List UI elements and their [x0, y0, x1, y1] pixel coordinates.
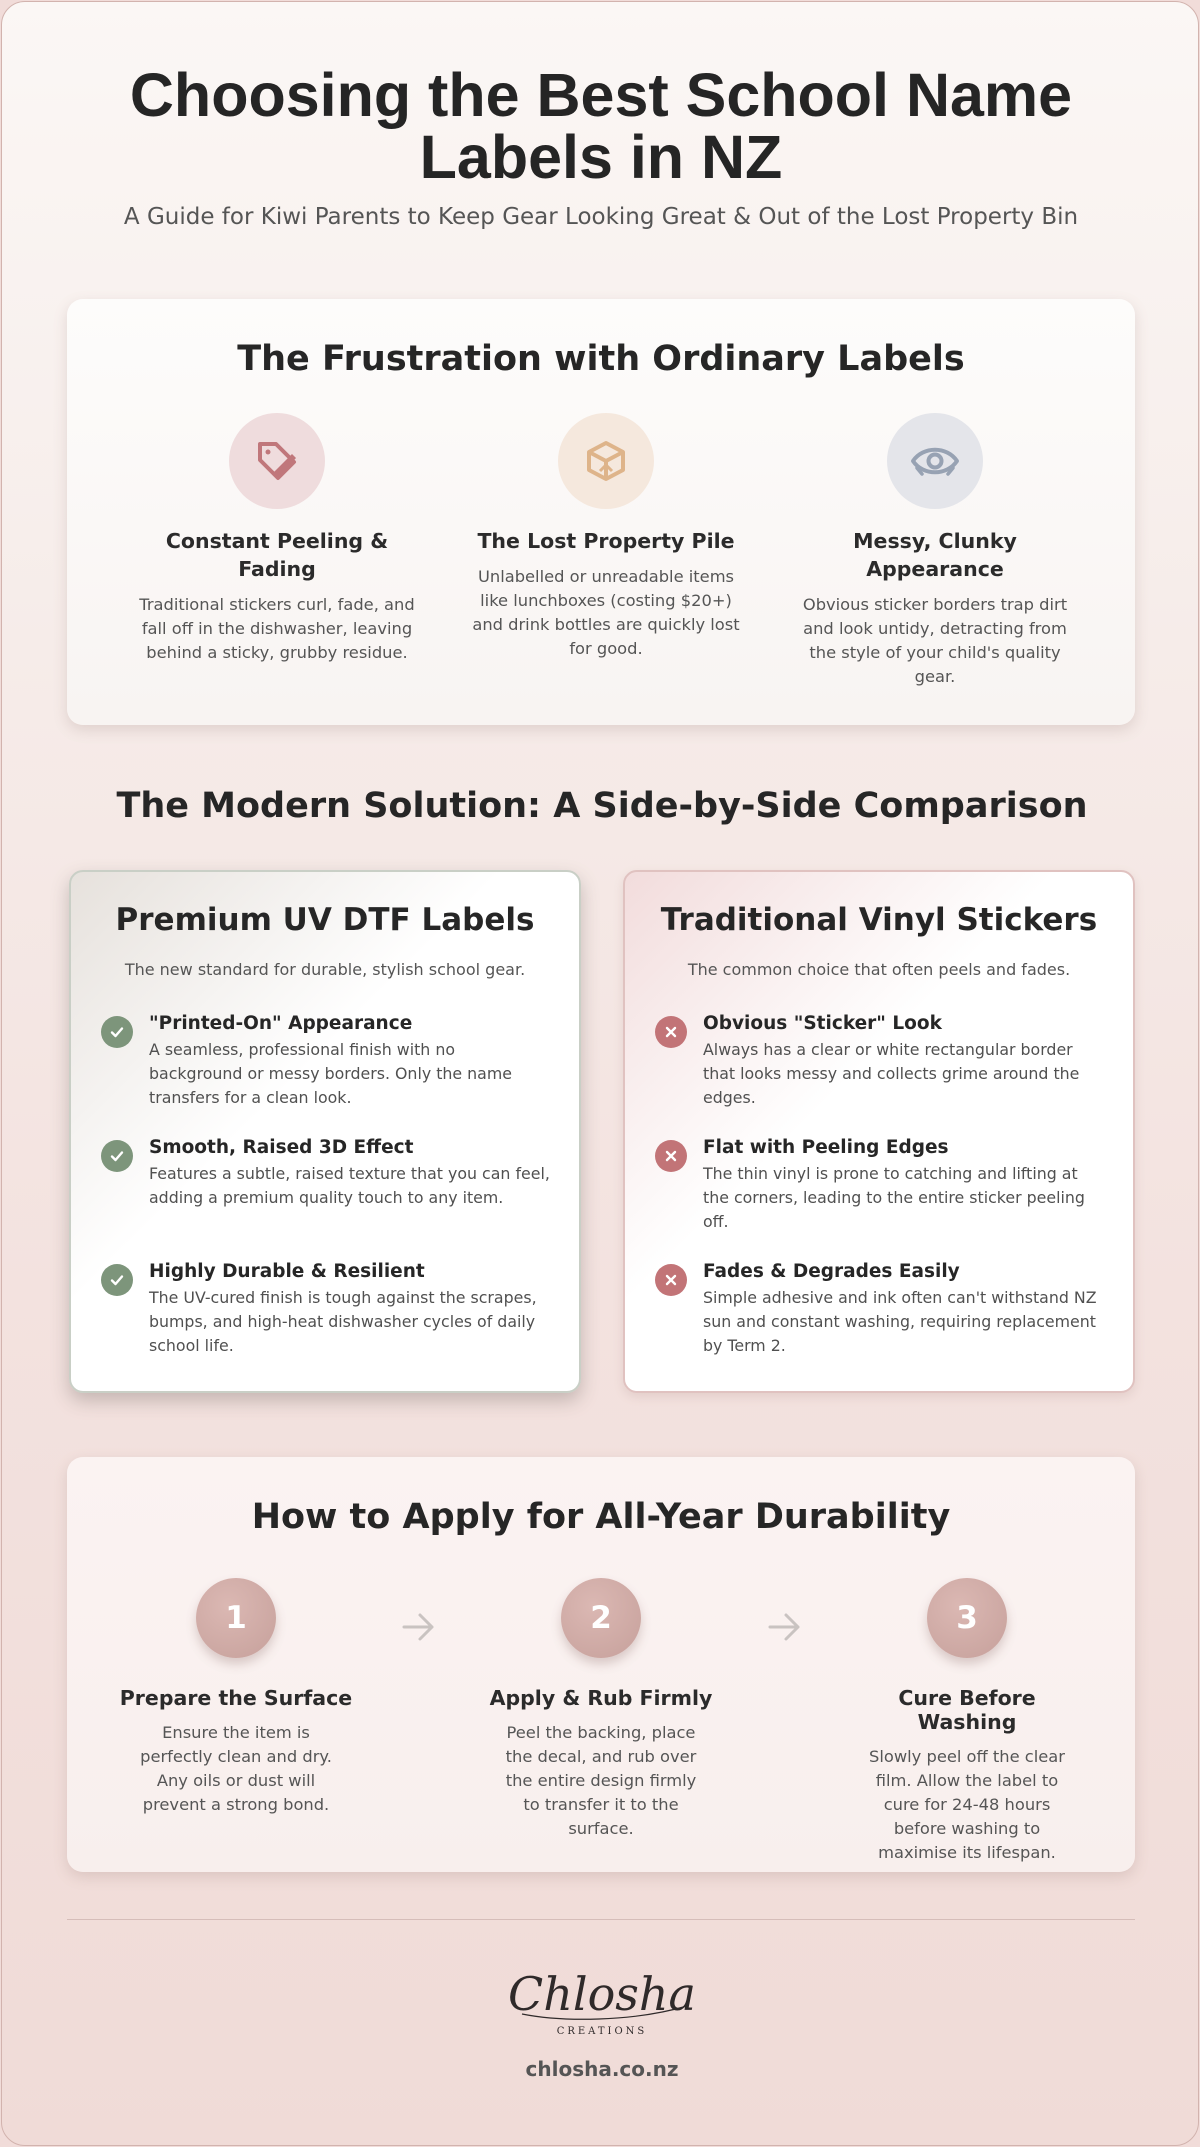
check-icon — [101, 1016, 133, 1048]
step-text: Slowly peel off the clear film. Allow the label to cure for 24-48 hours before washing to maximise its lifespan. — [869, 1747, 1065, 1862]
premium-feature — [101, 1012, 551, 1110]
step-3 — [847, 1578, 1087, 1865]
premium-feature — [101, 1136, 551, 1210]
feature-text: The thin vinyl is prone to catching and lifting at the corners, leading to the entire sticker peeling off. — [703, 1164, 1085, 1231]
step-number: 3 — [927, 1578, 1007, 1658]
feature-text: Simple adhesive and ink often can't withstand NZ sun and constant washing, requiring replacement by Term 2. — [703, 1288, 1097, 1355]
traditional-subtitle: The common choice that often peels and fades. — [687, 960, 1071, 979]
problem-text: Unlabelled or unreadable items like lunchboxes (costing $20+) and drink bottles are quickly lost for good. — [472, 567, 740, 658]
premium-uv-dtf-card — [69, 870, 581, 1393]
premium-feature — [101, 1260, 551, 1358]
feature-text: Features a subtle, raised texture that you can feel, adding a premium quality touch to any item. — [149, 1164, 550, 1207]
infographic-page — [1, 1, 1199, 2146]
feature-title: Flat with Peeling Edges — [703, 1137, 949, 1158]
frustration-title: The Frustration with Ordinary Labels — [237, 339, 965, 379]
feature-title: Highly Durable & Resilient — [149, 1261, 425, 1282]
traditional-feature — [655, 1012, 1105, 1110]
box-icon — [558, 413, 654, 509]
traditional-title: Traditional Vinyl Stickers — [660, 902, 1098, 938]
logo-sub: CREATIONS — [556, 2026, 648, 2037]
problem-title: The Lost Property Pile — [477, 529, 735, 553]
problem-peeling — [127, 413, 427, 665]
cross-icon — [655, 1140, 687, 1172]
footer-divider — [67, 1919, 1135, 1920]
comparison-title: The Modern Solution: A Side-by-Side Comparison — [116, 786, 1088, 826]
premium-subtitle: The new standard for durable, stylish school gear. — [124, 960, 526, 979]
feature-title: "Printed-On" Appearance — [149, 1013, 413, 1034]
logo-name: Chlosha — [508, 1967, 696, 2021]
step-title: Cure Before Washing — [898, 1686, 1036, 1734]
apply-title: How to Apply for All-Year Durability — [251, 1497, 951, 1537]
step-title: Apply & Rub Firmly — [489, 1686, 713, 1710]
step-title: Prepare the Surface — [119, 1686, 353, 1710]
step-number: 1 — [196, 1578, 276, 1658]
website-link[interactable]: chlosha.co.nz — [525, 2057, 679, 2081]
premium-title: Premium UV DTF Labels — [115, 902, 535, 938]
feature-title: Smooth, Raised 3D Effect — [149, 1137, 414, 1158]
arrow-right-icon — [399, 1607, 439, 1647]
step-2 — [481, 1578, 721, 1841]
step-text: Peel the backing, place the decal, and rub over the entire design firmly to transfer it to the surface. — [505, 1723, 697, 1838]
check-icon — [101, 1264, 133, 1296]
traditional-vinyl-card — [623, 870, 1135, 1393]
feature-title: Obvious "Sticker" Look — [703, 1013, 942, 1034]
check-icon — [101, 1140, 133, 1172]
problem-text: Obvious sticker borders trap dirt and look untidy, detracting from the style of your child's quality gear. — [802, 595, 1068, 686]
problem-text: Traditional stickers curl, fade, and fall off in the dishwasher, leaving behind a sticky, grubby residue. — [139, 595, 415, 662]
apply-section — [67, 1457, 1135, 1872]
step-number: 2 — [561, 1578, 641, 1658]
chlosha-logo — [502, 1962, 702, 2042]
traditional-feature — [655, 1260, 1105, 1358]
step-text: Ensure the item is perfectly clean and dry. Any oils or dust will prevent a strong bond. — [140, 1723, 332, 1814]
eye-icon — [887, 413, 983, 509]
tag-icon — [229, 413, 325, 509]
feature-title: Fades & Degrades Easily — [703, 1261, 960, 1282]
problem-title: Constant Peeling & Fading — [165, 529, 389, 581]
step-1 — [116, 1578, 356, 1817]
feature-text: A seamless, professional finish with no background or messy borders. Only the name transfers for a clean look. — [149, 1040, 512, 1107]
traditional-feature — [655, 1136, 1105, 1234]
arrow-right-icon — [765, 1607, 805, 1647]
frustration-section — [67, 299, 1135, 725]
page-subtitle: A Guide for Kiwi Parents to Keep Gear Looking Great & Out of the Lost Property Bin — [123, 204, 1079, 230]
feature-text: The UV-cured finish is tough against the scrapes, bumps, and high-heat dishwasher cycles of daily school life. — [149, 1288, 537, 1355]
problem-title: Messy, Clunky Appearance — [853, 529, 1017, 581]
problem-messy — [785, 413, 1085, 689]
feature-text: Always has a clear or white rectangular border that looks messy and collects grime around the edges. — [703, 1040, 1080, 1107]
problem-lost-property — [456, 413, 756, 661]
cross-icon — [655, 1264, 687, 1296]
cross-icon — [655, 1016, 687, 1048]
page-title: Choosing the Best School Name Labels in NZ — [129, 61, 1073, 191]
